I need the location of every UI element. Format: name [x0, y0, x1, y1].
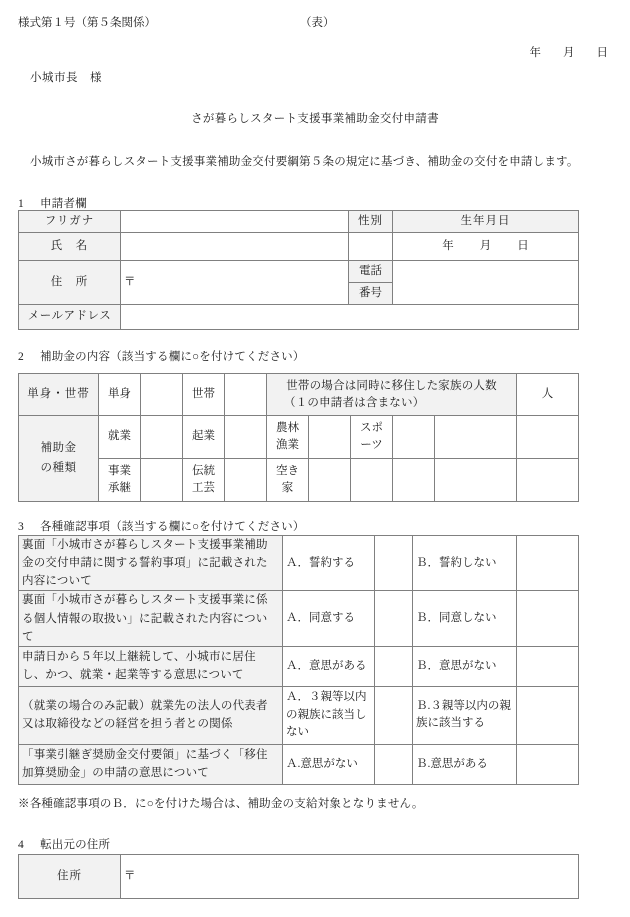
section4-title: 転出元の住所: [40, 839, 111, 851]
label-previous-address: 住所: [19, 855, 121, 899]
mark-type-craft[interactable]: [225, 459, 267, 502]
label-option-single: 単身: [99, 374, 141, 416]
label-type-agriculture: [267, 416, 309, 459]
mark-type-agriculture[interactable]: [309, 416, 351, 459]
confirmation-option-b: Ｂ．誓約しない: [413, 536, 517, 591]
spacer-cell: [351, 459, 393, 502]
mark-type-sports[interactable]: [393, 416, 435, 459]
family-count-note: [267, 374, 517, 416]
mark-type-startup[interactable]: [225, 416, 267, 459]
confirmation-option-a: Ａ.意思がない: [283, 744, 375, 784]
section1-number: 1: [18, 198, 24, 210]
confirmation-mark-a[interactable]: [375, 744, 413, 784]
label-type-craft-line2: 工芸: [192, 482, 215, 494]
label-type-sports: [351, 416, 393, 459]
section3-title: 各種確認事項（該当する欄に○を付けてください）: [40, 521, 305, 533]
postal-mark: 〒: [124, 869, 136, 882]
date-line: [530, 44, 609, 60]
confirmation-option-b: Ｂ．意思がない: [413, 646, 517, 686]
label-single-household: 単身・世帯: [19, 374, 99, 416]
confirmation-mark-b[interactable]: [517, 686, 579, 744]
table-row: [19, 591, 579, 646]
label-type-employment: 就業: [99, 416, 141, 459]
section1-title: 申請者欄: [40, 198, 87, 210]
field-gender[interactable]: [349, 233, 393, 261]
section2-number: 2: [18, 351, 24, 363]
table-row: [19, 646, 579, 686]
birth-day-label: 日: [517, 239, 529, 252]
side-marker: （表）: [300, 17, 335, 29]
lead-paragraph: 小城市さが暮らしスタート支援事業補助金交付要綱第５条の規定に基づき、補助金の交付を申請します。: [30, 156, 579, 168]
confirmation-description: 裏面「小城市さが暮らしスタート支援事業補助金の交付申請に関する誓約事項」に記載された内容について: [19, 536, 283, 591]
header-row: [0, 14, 630, 36]
confirmation-option-b: Ｂ．同意しない: [413, 591, 517, 646]
form-number: 様式第１号（第５条関係）: [18, 17, 156, 29]
confirmation-option-a: Ａ．誓約する: [283, 536, 375, 591]
table-row: [19, 261, 579, 283]
spacer-cell: [435, 416, 517, 459]
confirmation-mark-a[interactable]: [375, 646, 413, 686]
section3-number: 3: [18, 521, 24, 533]
label-phone-line2: 番号: [349, 283, 393, 305]
confirmation-description: 申請日から５年以上継続して、小城市に居住し、かつ、就業・起業等する意思について: [19, 646, 283, 686]
field-family-count[interactable]: [517, 374, 579, 416]
previous-address-table: [18, 854, 579, 899]
family-count-note-line2: （１の申請者は含まない）: [284, 396, 425, 409]
addressee: 小城市長 様: [30, 72, 102, 84]
form-page: [0, 14, 630, 917]
label-name: 氏 名: [19, 233, 121, 261]
field-previous-address[interactable]: [121, 855, 579, 899]
field-email[interactable]: [121, 305, 579, 330]
label-type-startup: 起業: [183, 416, 225, 459]
table-row: [19, 211, 579, 233]
confirmation-mark-b[interactable]: [517, 536, 579, 591]
spacer-cell: [393, 459, 435, 502]
confirmation-option-b: Ｂ.意思がある: [413, 744, 517, 784]
postal-mark: 〒: [124, 275, 136, 288]
confirmation-mark-b[interactable]: [517, 646, 579, 686]
table-row: [19, 459, 579, 502]
table-row: [19, 416, 579, 459]
family-count-unit: 人: [541, 387, 554, 400]
field-furigana[interactable]: [121, 211, 349, 233]
document-title: さが暮らしスタート支援事業補助金交付申請書: [191, 113, 439, 125]
label-type-agriculture-line1: 農林: [276, 422, 299, 435]
label-type-sports-line1: スポ: [360, 422, 383, 435]
birth-year-label: 年: [442, 239, 454, 252]
label-option-household: 世帯: [183, 374, 225, 416]
confirmation-footnote: ※各種確認事項のＢ．に○を付けた場合は、補助金の支給対象となりません。: [18, 798, 424, 810]
section2-heading: [18, 348, 305, 364]
label-subsidy-type-line2: の種類: [40, 461, 77, 474]
table-row: [19, 686, 579, 744]
date-day-label: 日: [596, 47, 608, 59]
confirmation-mark-b[interactable]: [517, 744, 579, 784]
section2-title: 補助金の内容（該当する欄に○を付けてください）: [40, 351, 305, 363]
mark-type-succession[interactable]: [141, 459, 183, 502]
spacer-cell: [517, 459, 579, 502]
confirmation-mark-a[interactable]: [375, 536, 413, 591]
mark-option-household[interactable]: [225, 374, 267, 416]
table-row: [19, 744, 579, 784]
confirmation-option-a: Ａ．３親等以内の親族に該当しない: [283, 686, 375, 744]
confirmation-description: 裏面「小城市さが暮らしスタート支援事業に係る個人情報の取扱い」に記載された内容について: [19, 591, 283, 646]
spacer-cell: [517, 416, 579, 459]
family-count-note-line1: 世帯の場合は同時に移住した家族の人数: [286, 379, 497, 392]
field-phone[interactable]: [393, 261, 579, 305]
field-address[interactable]: [121, 261, 349, 305]
mark-option-single[interactable]: [141, 374, 183, 416]
table-row: [19, 855, 579, 899]
label-subsidy-type: [19, 416, 99, 502]
label-type-succession: [99, 459, 141, 502]
confirmation-mark-a[interactable]: [375, 591, 413, 646]
table-row: [19, 305, 579, 330]
field-birthdate[interactable]: [393, 233, 579, 261]
confirmation-description: 「事業引継ぎ奨励金交付要領」に基づく「移住加算奨励金」の申請の意思について: [19, 744, 283, 784]
label-phone-line1: 電話: [349, 261, 393, 283]
mark-type-employment[interactable]: [141, 416, 183, 459]
label-address: 住 所: [19, 261, 121, 305]
confirmation-option-a: Ａ．意思がある: [283, 646, 375, 686]
section3-heading: [18, 518, 305, 534]
label-type-vacant-house: [267, 459, 309, 502]
label-email: メールアドレス: [19, 305, 121, 330]
mark-type-vacant-house[interactable]: [309, 459, 351, 502]
date-month-label: 月: [563, 47, 575, 59]
label-type-sports-line2: ーツ: [360, 439, 383, 451]
label-gender: 性別: [349, 211, 393, 233]
confirmation-mark-a[interactable]: [375, 686, 413, 744]
date-year-label: 年: [529, 47, 541, 59]
applicant-table: [18, 210, 579, 330]
confirmation-mark-b[interactable]: [517, 591, 579, 646]
table-row: [19, 374, 579, 416]
section4-heading: [18, 836, 110, 852]
birth-month-label: 月: [479, 239, 492, 252]
confirmation-option-b: Ｂ.３親等以内の親族に該当する: [413, 686, 517, 744]
section1-heading: [18, 195, 87, 211]
confirmation-description: （就業の場合のみ記載）就業先の法人の代表者又は取締役などの経営を担う者との関係: [19, 686, 283, 744]
subsidy-content-table: [18, 373, 579, 502]
table-row: [19, 536, 579, 591]
label-type-succession-line2: 承継: [108, 482, 131, 494]
label-type-agriculture-line2: 漁業: [276, 439, 299, 451]
label-birthdate: 生年月日: [393, 211, 579, 233]
label-type-vacant-house-line2: 家: [281, 482, 294, 494]
field-name[interactable]: [121, 233, 349, 261]
section4-number: 4: [18, 839, 24, 851]
label-type-craft-line1: 伝統: [192, 465, 215, 478]
confirmation-option-a: Ａ．同意する: [283, 591, 375, 646]
label-type-succession-line1: 事業: [108, 465, 131, 478]
label-furigana: フリガナ: [19, 211, 121, 233]
spacer-cell: [435, 459, 517, 502]
table-row: [19, 233, 579, 261]
label-subsidy-type-line1: 補助金: [40, 441, 77, 454]
label-type-vacant-house-line1: 空き: [276, 465, 299, 478]
label-type-craft: [183, 459, 225, 502]
confirmation-items-table: [18, 535, 579, 785]
